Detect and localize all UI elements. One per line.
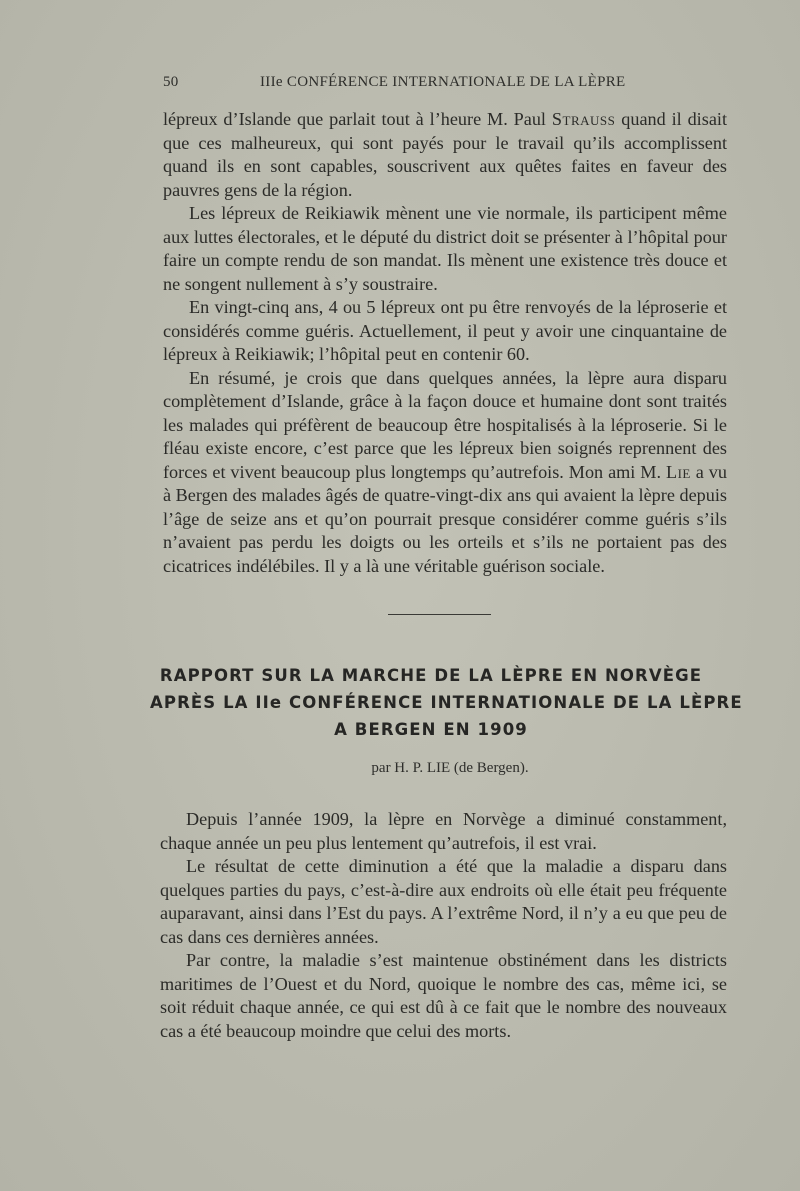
paragraph: [163, 108, 727, 202]
author-name: Lie: [665, 461, 691, 482]
title-line: A BERGEN EN 1909: [334, 720, 528, 739]
paragraph: [163, 202, 727, 296]
continuation-text: [163, 108, 727, 578]
running-title: IIIe CONFÉRENCE INTERNATIONALE DE LA LÈPRE: [260, 74, 626, 90]
paragraph: Depuis l’année 1909, la lèpre en Norvège a diminué constamment, chaque année un peu plus lentement qu’autrefois, il est vrai.: [160, 809, 727, 853]
article-body: [160, 808, 727, 1043]
text-run: quand il disait que ces malheureux, qui sont payés pour le travail qu’ils accomplissent quand ils en sont capables, souscrivent aux quêtes faites en faveur des pauvres gens de la région.: [163, 109, 727, 200]
paragraph: Par contre, la maladie s’est maintenue obstinément dans les districts maritimes de l’Ouest et du Nord, quoique le nombre des cas, même ici, se soit réduit chaque année, ce qui est dû à ce fait que le nombre des nouveaux cas a été beaucoup moindre que celui des morts.: [160, 950, 727, 1041]
text-run: lépreux d’Islande que parlait tout à l’heure M. Paul: [163, 109, 552, 129]
text-run: En vingt-cinq ans, 4 ou 5 lépreux ont pu être renvoyés de la léproserie et considérés comme guéris. Actuellement, il peut y avoir une cinquantaine de lépreux à Reikiawik; l’hôpital peut en contenir 60.: [163, 297, 727, 364]
paragraph: Le résultat de cette diminution a été que la maladie a disparu dans quelques parties du pays, c’est-à-dire aux endroits où elle était peu fréquente auparavant, ainsi dans l’Est du pays. A l’extrême Nord, il n’y a eu que peu de cas dans ces dernières années.: [160, 856, 727, 947]
title-line: APRÈS LA IIe CONFÉRENCE INTERNATIONALE DE LA LÈPRE: [150, 693, 743, 712]
page-number: 50: [163, 74, 179, 90]
byline: par H. P. LIE (de Bergen).: [371, 760, 529, 776]
article-title: [150, 662, 743, 743]
text-run: En résumé, je crois que dans quelques années, la lèpre aura disparu complètement d’Islande, grâce à la façon douce et humaine dont sont traités les malades qui préfèrent de beaucoup être hospitalisés à la léproserie. Si le fléau existe encore, c’est parce que les lépreux bien soignés reprennent des forces et vivent beaucoup plus longtemps qu’autrefois. Mon ami M.: [163, 367, 727, 482]
paragraph: [163, 367, 727, 579]
text-run: Les lépreux de Reikiawik mènent une vie normale, ils participent même aux luttes électorales, et le député du district doit se présenter à l’hôpital pour faire un compte rendu de son mandat. Ils mènent une existence très douce et ne songent nullement à s’y soustraire.: [163, 203, 727, 294]
section-divider: [388, 614, 491, 615]
text-run: a vu à Bergen des malades âgés de quatre-vingt-dix ans qui avaient la lèpre depuis l’âge de seize ans et qu’on pourrait presque considérer comme guéris s’ils n’avaient pas perdu les doigts ou les orteils et s’ils ne portaient pas des cicatrices indélébiles. Il y a là une véritable guérison sociale.: [163, 461, 727, 576]
author-name: Strauss: [551, 109, 616, 129]
paragraph: [163, 296, 727, 367]
running-header: [163, 74, 728, 96]
title-line: RAPPORT SUR LA MARCHE DE LA LÈPRE EN NORVÈGE: [159, 666, 703, 685]
